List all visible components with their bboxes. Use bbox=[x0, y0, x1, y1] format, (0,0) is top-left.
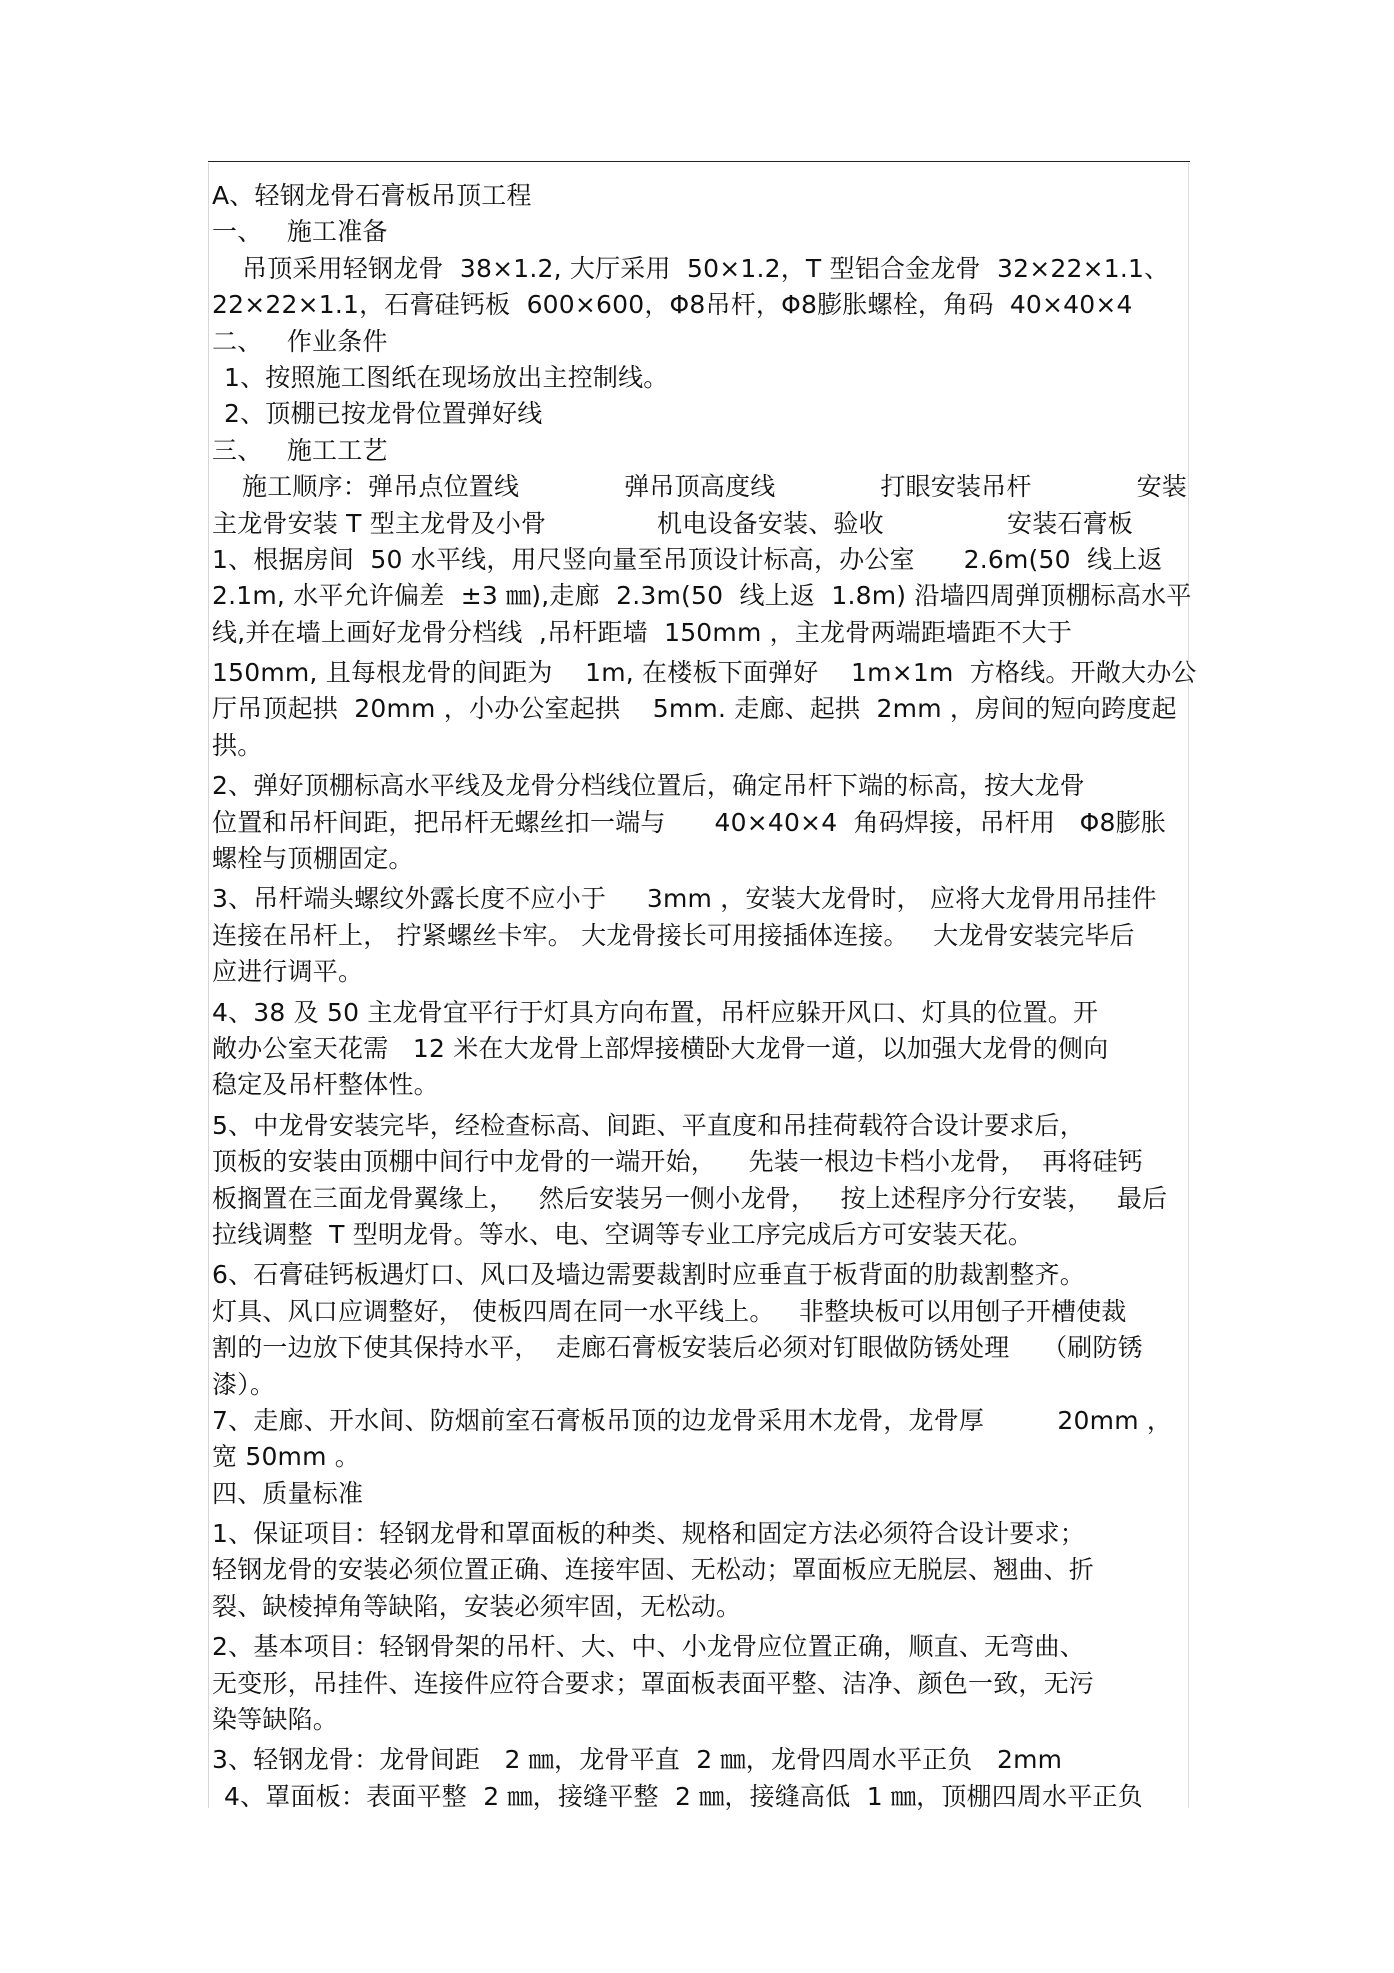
paragraph-5-line: 板搁置在三面龙骨翼缘上， 然后安装另一侧小龙骨， 按上述程序分行安装， 最后 bbox=[212, 1183, 1168, 1213]
paragraph-2-line: 2、弹好顶棚标高水平线及龙骨分档线位置后，确定吊杆下端的标高，按大龙骨 bbox=[212, 771, 1085, 801]
paragraph-7-line: 宽 50mm 。 bbox=[212, 1442, 361, 1472]
paragraph-3-line: 连接在吊杆上， 拧紧螺丝卡牢。 大龙骨接长可用接插体连接。 大龙骨安装完毕后 bbox=[212, 920, 1135, 950]
paragraph-2-line: 螺栓与顶棚固定。 bbox=[212, 844, 414, 874]
paragraph-3-line: 应进行调平。 bbox=[212, 957, 364, 987]
paragraph-4-line: 4、38 及 50 主龙骨宜平行于灯具方向布置，吊杆应躲开风口、灯具的位置。开 bbox=[212, 997, 1099, 1027]
sequence-step: 安装石膏板 bbox=[1007, 508, 1134, 538]
paragraph-6-line: 割的一边放下使其保持水平， 走廊石膏板安装后必须对钉眼做防锈处理 （刷防锈 bbox=[212, 1333, 1143, 1363]
quality-item-1-line: 轻钢龙骨的安装必须位置正确、连接牢固、无松动；罩面板应无脱层、翘曲、折 bbox=[212, 1555, 1095, 1585]
paragraph-5-line: 拉线调整 T 型明龙骨。等水、电、空调等专业工序完成后方可安装天花。 bbox=[212, 1219, 1034, 1249]
document-title: A、轻钢龙骨石膏板吊顶工程 bbox=[212, 181, 532, 210]
paragraph-4-line: 敞办公室天花需 12 米在大龙骨上部焊接横卧大龙骨一道，以加强大龙骨的侧向 bbox=[212, 1033, 1109, 1063]
sequence-step: 弹吊顶高度线 bbox=[624, 472, 776, 502]
paragraph-6-line: 6、石膏硅钙板遇灯口、风口及墙边需要裁割时应垂直于板背面的肋裁割整齐。 bbox=[212, 1260, 1085, 1290]
paragraph-1-line: 厅吊顶起拱 20mm ，小办公室起拱 5mm. 走廊、起拱 2mm ，房间的短向跨度起 bbox=[212, 694, 1177, 724]
paragraph-5-line: 顶板的安装由顶棚中间行中龙骨的一端开始， 先装一根边卡档小龙骨， 再将硅钙 bbox=[212, 1147, 1143, 1177]
condition-item-1: 1、按照施工图纸在现场放出主控制线。 bbox=[224, 362, 669, 392]
section-heading-conditions: 二、 作业条件 bbox=[212, 326, 388, 356]
sequence-step: 安装 bbox=[1136, 472, 1187, 502]
quality-item-1-line: 裂、缺棱掉角等缺陷，安装必须牢固，无松动。 bbox=[212, 1591, 742, 1621]
sequence-step: 施工顺序：弹吊点位置线 bbox=[242, 472, 520, 502]
quality-item-1-line: 1、保证项目：轻钢龙骨和罩面板的种类、规格和固定方法必须符合设计要求； bbox=[212, 1519, 1085, 1549]
sequence-step: 主龙骨安装 T 型主龙骨及小骨 bbox=[212, 508, 547, 538]
paragraph-3-line: 3、吊杆端头螺纹外露长度不应小于 3mm ，安装大龙骨时， 应将大龙骨用吊挂件 bbox=[212, 884, 1157, 914]
section-heading-preparation: 一、 施工准备 bbox=[212, 217, 388, 247]
paragraph-1-line: 拱。 bbox=[212, 730, 263, 760]
quality-item-4: 4、罩面板：表面平整 2 ㎜，接缝平整 2 ㎜，接缝高低 1 ㎜，顶棚四周水平正负 bbox=[224, 1781, 1143, 1811]
paragraph-2-line: 位置和吊杆间距，把吊杆无螺丝扣一端与 40×40×4 角码焊接，吊杆用 Φ8膨胀 bbox=[212, 807, 1167, 837]
sequence-step: 打眼安装吊杆 bbox=[880, 472, 1032, 502]
left-border bbox=[208, 163, 209, 1808]
right-border bbox=[1188, 163, 1189, 1808]
paragraph-7-line: 7、走廊、开水间、防烟前室石膏板吊顶的边龙骨采用木龙骨，龙骨厚 20mm ， bbox=[212, 1405, 1173, 1435]
paragraph-1-line: 1、根据房间 50 水平线，用尺竖向量至吊顶设计标高，办公室 2.6m(50 线上返 bbox=[212, 544, 1163, 574]
top-rule bbox=[208, 161, 1190, 162]
paragraph-4-line: 稳定及吊杆整体性。 bbox=[212, 1070, 439, 1100]
paragraph-6-line: 灯具、风口应调整好， 使板四周在同一水平线上。 非整块板可以用刨子开槽使裁 bbox=[212, 1296, 1127, 1326]
condition-item-2: 2、顶棚已按龙骨位置弹好线 bbox=[224, 399, 543, 429]
quality-item-2-line: 无变形，吊挂件、连接件应符合要求；罩面板表面平整、洁净、颜色一致，无污 bbox=[212, 1668, 1095, 1698]
quality-item-3: 3、轻钢龙骨：龙骨间距 2 ㎜，龙骨平直 2 ㎜，龙骨四周水平正负 2mm bbox=[212, 1745, 1063, 1775]
section-heading-process: 三、 施工工艺 bbox=[212, 435, 388, 465]
section-heading-quality: 四、质量标准 bbox=[212, 1478, 364, 1508]
preparation-line-1: 吊顶采用轻钢龙骨 38×1.2, 大厅采用 50×1.2，T 型铝合金龙骨 32×22×1.1、 bbox=[242, 253, 1170, 283]
document-body bbox=[212, 178, 1197, 1815]
quality-item-2-line: 染等缺陷。 bbox=[212, 1705, 339, 1735]
paragraph-1-line: 150mm, 且每根龙骨的间距为 1m, 在楼板下面弹好 1m×1m 方格线。开敞大办公 bbox=[212, 658, 1197, 688]
paragraph-6-line: 漆）。 bbox=[212, 1369, 276, 1399]
sequence-step: 机电设备安装、验收 bbox=[657, 508, 884, 538]
quality-item-2-line: 2、基本项目：轻钢骨架的吊杆、大、中、小龙骨应位置正确，顺直、无弯曲、 bbox=[212, 1632, 1085, 1662]
paragraph-1-line: 线,并在墙上画好龙骨分档线 ,吊杆距墙 150mm ，主龙骨两端距墙距不大于 bbox=[212, 617, 1073, 647]
preparation-line-2: 22×22×1.1，石膏硅钙板 600×600，Φ8吊杆，Φ8膨胀螺栓，角码 40×40×4 bbox=[212, 290, 1133, 320]
process-sequence-line-2 bbox=[212, 506, 1187, 542]
paragraph-1-line: 2.1m, 水平允许偏差 ±3 ㎜),走廊 2.3m(50 线上返 1.8m) 沿墙四周弹顶棚标高水平 bbox=[212, 581, 1192, 611]
process-sequence-line-1 bbox=[212, 469, 1187, 505]
paragraph-5-line: 5、中龙骨安装完毕，经检查标高、间距、平直度和吊挂荷载符合设计要求后， bbox=[212, 1110, 1085, 1140]
